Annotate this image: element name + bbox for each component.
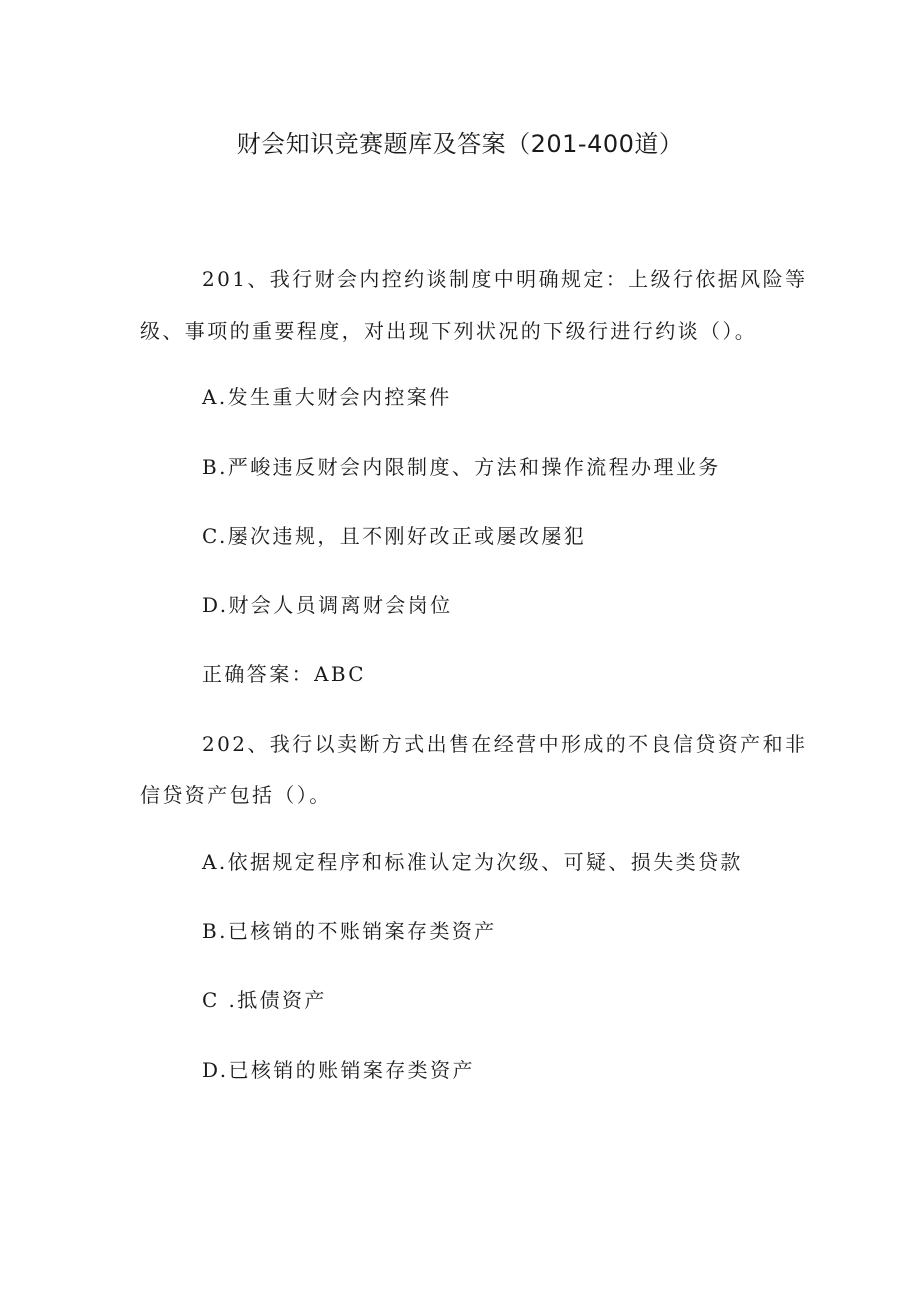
option-a: A.依据规定程序和标准认定为次级、可疑、损失类贷款 [202, 850, 743, 874]
option-d: D.已核销的账销案存类资产 [202, 1058, 475, 1082]
question-stem-line: 202、我行以卖断方式出售在经营中形成的不良信贷资产和非 [202, 732, 808, 756]
option-b: B.已核销的不账销案存类资产 [202, 919, 497, 943]
question-stem-line: 信贷资产包括（）。 [140, 783, 332, 807]
correct-answer: 正确答案：ABC [202, 662, 367, 686]
document-title: 财会知识竞赛题库及答案（201-400道） [236, 130, 684, 158]
option-c: C .抵债资产 [202, 988, 327, 1012]
option-a: A.发生重大财会内控案件 [202, 385, 452, 409]
question-stem-line: 级、事项的重要程度，对出现下列状况的下级行进行约谈（）。 [140, 319, 758, 343]
question-stem-line: 201、我行财会内控约谈制度中明确规定：上级行依据风险等 [202, 267, 808, 291]
option-d: D.财会人员调离财会岗位 [202, 593, 453, 617]
option-c: C.屡次违规，且不刚好改正或屡改屡犯 [202, 524, 587, 548]
option-b: B.严峻违反财会内限制度、方法和操作流程办理业务 [202, 455, 721, 479]
